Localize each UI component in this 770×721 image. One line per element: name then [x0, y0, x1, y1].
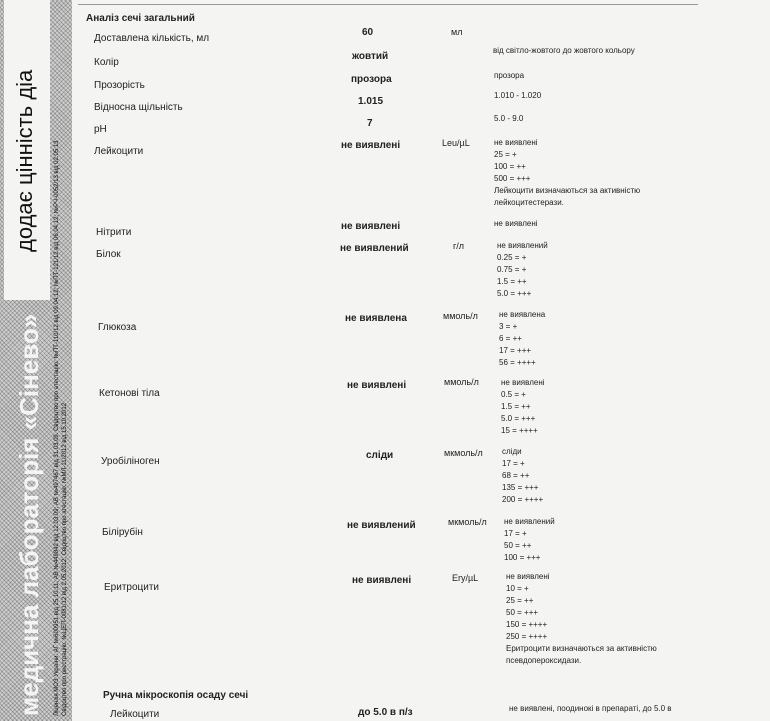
param-name: Доставлена кількість, мл: [94, 33, 210, 44]
microscopy-title: Ручна мікроскопія осаду сечі: [103, 690, 249, 701]
param-name: Еритроцити: [104, 582, 159, 593]
param-ref: не виявлені, поодинокі в препараті, до 5.0 в: [509, 704, 672, 713]
param-unit: Leu/µL: [442, 138, 470, 148]
param-ref: прозора: [494, 71, 525, 80]
param-name: Лейкоцити: [110, 709, 160, 720]
param-ref: сліди 17 = + 68 = ++ 135 = +++ 200 = ++++: [502, 447, 544, 504]
param-name: Білірубін: [102, 527, 143, 538]
param-ref: від світло-жовтого до жовтого кольору: [493, 46, 635, 55]
param-name: pH: [94, 124, 107, 135]
param-name: Глюкоза: [98, 322, 137, 333]
param-unit: мкмоль/л: [444, 448, 483, 458]
param-unit: ммоль/л: [443, 311, 478, 321]
lab-name: медична лабораторія «Сінево»: [14, 313, 44, 716]
param-ref: не виявлені: [494, 219, 538, 228]
param-ref: не виявлений 17 = + 50 = ++ 100 = +++: [504, 517, 555, 562]
param-ref: не виявлені 10 = + 25 = ++ 50 = +++ 150 = ++++ 250 = ++++ Еритроцити визначаються за активністю псевдопероксидази.: [506, 572, 657, 665]
param-value: не виявлена: [345, 313, 407, 324]
param-name: Уробіліноген: [101, 456, 160, 467]
param-value: не виявлені: [341, 221, 401, 232]
param-ref: 5.0 - 9.0: [494, 114, 524, 123]
param-name: Кетонові тіла: [99, 388, 160, 399]
param-value: до 5.0 в п/з: [358, 707, 413, 718]
param-ref: не виявлені 0.5 = + 1.5 = ++ 5.0 = +++ 15 = ++++: [501, 378, 545, 435]
param-value: жовтий: [352, 51, 389, 62]
param-name: Лейкоцити: [94, 146, 144, 157]
param-name: Прозорість: [94, 80, 145, 91]
param-name: Відносна щільність: [94, 102, 183, 113]
param-ref: не виявлені 25 = + 100 = ++ 500 = +++ Лейкоцити визначаються за активністю лейкоцитестерази.: [494, 138, 641, 207]
param-ref: 1.010 - 1.020: [494, 91, 542, 100]
param-unit: Ery/µL: [452, 573, 479, 583]
param-value: не виявлені: [347, 380, 407, 391]
param-unit: ммоль/л: [444, 377, 479, 387]
param-unit: мкмоль/л: [448, 517, 487, 527]
brand-tagline: додає цінність діа: [12, 69, 37, 252]
param-name: Нітрити: [96, 227, 132, 238]
param-value: 1.015: [358, 96, 384, 107]
param-value: прозора: [351, 74, 392, 85]
param-unit: мл: [451, 27, 463, 37]
section-title: Аналіз сечі загальний: [86, 13, 195, 24]
license-text: Ліцензія МОЗ України: АГ №600951 від 25.10.11; АВ №449842 від 12.03.09; АВ №497467 від 31.03.09. Свідоцтво про атестацію: №ПТ-110/12 від 09.04.12; №ПТ-121/12 від 06.04.12; №РЧ-0052/13 від 02.05.13: [54, 140, 60, 716]
param-ref: не виявлений 0.25 = + 0.75 = + 1.5 = ++ 5.0 = +++: [497, 241, 548, 298]
param-unit: г/л: [453, 241, 465, 251]
param-value: не виявлений: [347, 520, 416, 531]
param-value: 60: [362, 27, 374, 38]
param-name: Колір: [94, 57, 119, 68]
param-value: 7: [367, 118, 373, 129]
registration-text: Свідоцтво про реєстрацію: №ЦЕП-0081/12 від 2.05.2012; Свідоцтво про атестацію: №МЛ-11/2012 від 15.10.2012: [62, 402, 68, 716]
param-value: не виявлені: [341, 140, 401, 151]
param-name: Білок: [96, 249, 121, 260]
param-ref: не виявлена 3 = + 6 = ++ 17 = +++ 56 = ++++: [499, 310, 546, 367]
param-value: не виявлений: [340, 243, 409, 254]
param-value: сліди: [366, 450, 394, 461]
param-value: не виявлені: [352, 575, 412, 586]
